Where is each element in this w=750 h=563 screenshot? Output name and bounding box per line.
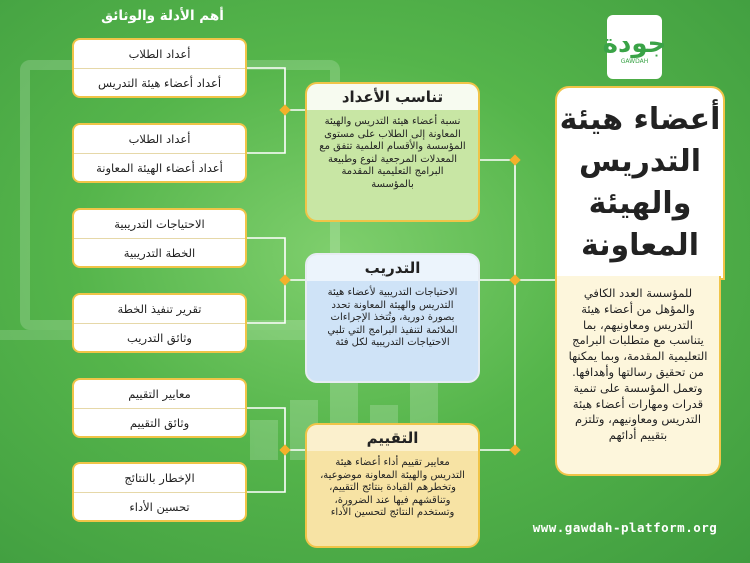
main-title: أعضاء هيئة التدريس والهيئة المعاونة: [559, 102, 721, 263]
document-item: أعداد أعضاء الهيئة المعاونة: [74, 153, 245, 182]
document-item: الإخطار بالنتائج: [124, 471, 195, 485]
section-title: التدريب: [307, 255, 478, 281]
connector-node: [509, 444, 520, 455]
connector-node: [279, 274, 290, 285]
documents-heading: أهم الأدلة والوثائق: [101, 8, 224, 24]
main-description: للمؤسسة العدد الكافي والمؤهل من أعضاء هيئة التدريس ومعاونيهم، بما يتناسب مع متطلبات البرامج التعليمية المقدمة، وبما يمكنها من تحقيق رسالتها وأهدافها. وتعمل المؤسسة على تنمية قدرات ومهارات أعضاء هيئة التدريس ومعاونيهم، وتلتزم بتقييم أدائهم: [555, 276, 721, 476]
section-body: نسبة أعضاء هيئة التدريس والهيئة المعاونة إلى الطلاب على مستوى المؤسسة والأقسام العلمية تتفق مع المعدلات المرجعية لنوع وطبيعة البرامج التعليمية المقدمة بالمؤسسة: [319, 116, 466, 190]
document-card: [72, 38, 247, 98]
connector-node: [279, 104, 290, 115]
main-title-box: [555, 86, 725, 280]
logo-subtitle: GAWDAH: [620, 57, 649, 65]
logo-mark: جودة: [602, 28, 667, 59]
gawdah-logo: [602, 15, 667, 79]
document-item: أعداد أعضاء هيئة التدريس: [74, 68, 245, 97]
section-title: تناسب الأعداد: [307, 84, 478, 110]
section-training: [305, 253, 480, 383]
section-title: التقييم: [307, 425, 478, 451]
document-card: [72, 293, 247, 353]
document-item: وثائق التقييم: [74, 408, 245, 437]
connector-node: [279, 444, 290, 455]
document-card: [72, 462, 247, 522]
document-card: [72, 378, 247, 438]
document-card: [72, 123, 247, 183]
document-item: الخطة التدريبية: [74, 238, 245, 267]
document-item: أعداد الطلاب: [128, 132, 191, 146]
section-evaluation: [305, 423, 480, 548]
document-item: وثائق التدريب: [74, 323, 245, 352]
document-item: تحسين الأداء: [74, 492, 245, 521]
document-item: أعداد الطلاب: [128, 47, 191, 61]
connector-node: [509, 154, 520, 165]
website-url: www.gawdah-platform.org: [532, 520, 718, 535]
section-body: معايير تقييم أداء أعضاء هيئة التدريس والهيئة المعاونة موضوعية، وتخطرهم القيادة بنتائج التقييم، وتناقشهم فيها عند الضرورة، وتستخدم النتائج لتحسين الأداء: [320, 457, 465, 519]
section-body: الاحتياجات التدريبية لأعضاء هيئة التدريس والهيئة المعاونة تحدد بصورة دورية، وتُتخذ الإجراءات الملائمة لتنفيذ البرامج التي تلبي الاحتياجات التدريبية لكل فئة: [327, 287, 458, 349]
document-item: الاحتياجات التدريبية: [114, 217, 205, 231]
document-item: معايير التقييم: [128, 387, 191, 401]
connector-node: [509, 274, 520, 285]
section-staff-ratio: [305, 82, 480, 222]
document-card: [72, 208, 247, 268]
document-item: تقرير تنفيذ الخطة: [117, 302, 202, 316]
